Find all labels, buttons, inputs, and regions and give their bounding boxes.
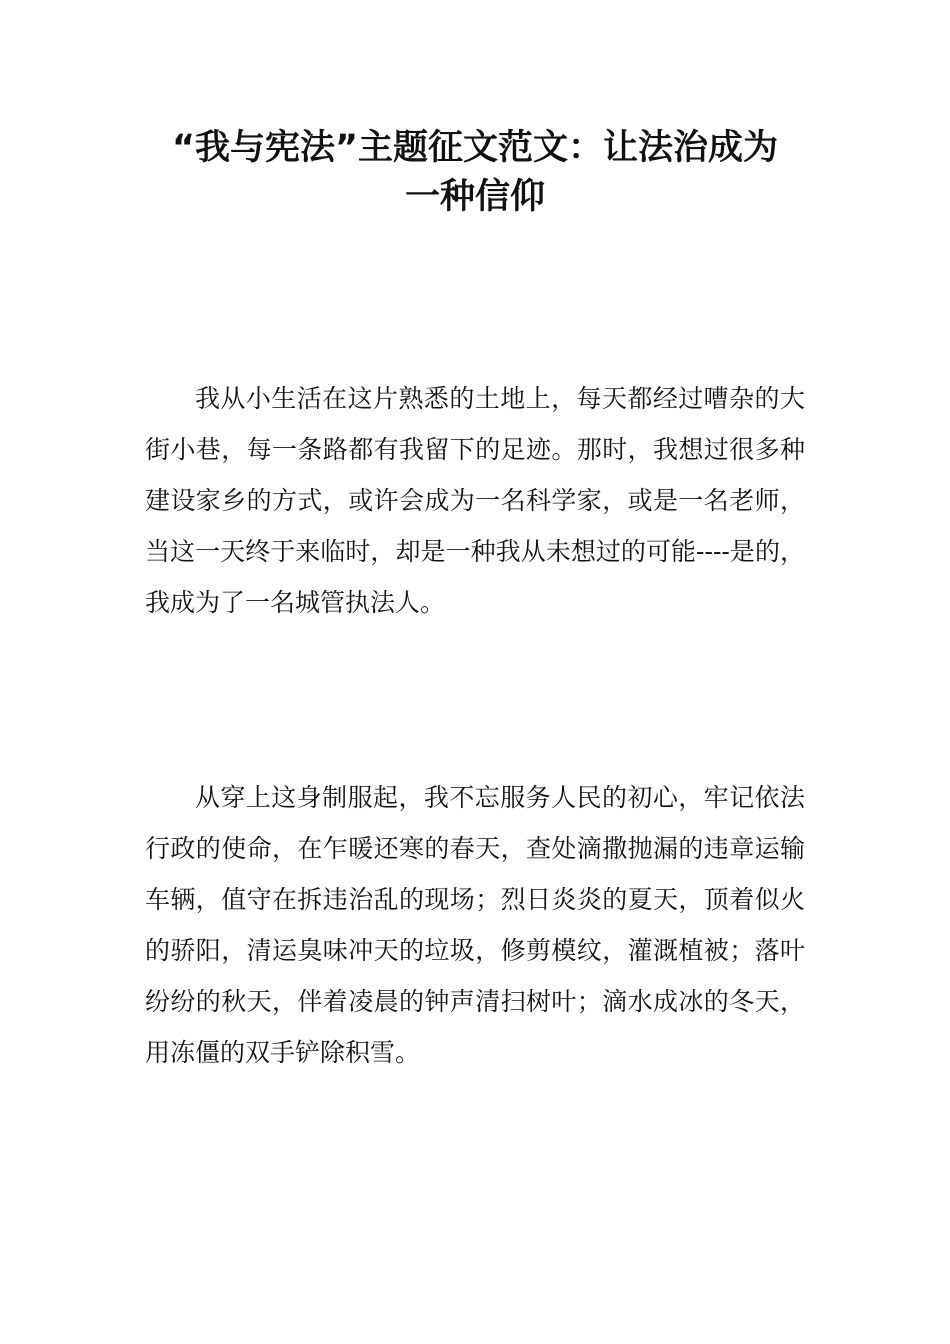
title-line-1: “我与宪法”主题征文范文：让法治成为 <box>171 128 778 168</box>
title-line-2: 一种信仰 <box>404 177 545 217</box>
document-title <box>145 124 805 222</box>
body-paragraph-1: 我从小生活在这片熟悉的土地上，每天都经过嘈杂的大街小巷，每一条路都有我留下的足迹。那时，我想过很多种建设家乡的方式，或许会成为一名科学家，或是一名老师，当这一天终于来临时，却是一种我从未想过的可能----是的，我成为了一名城管执法人。 <box>145 384 805 617</box>
body-paragraph-2: 从穿上这身制服起，我不忘服务人民的初心，牢记依法行政的使命，在乍暖还寒的春天，查处滴撒抛漏的违章运输车辆，值守在拆违治乱的现场；烈日炎炎的夏天，顶着似火的骄阳，清运臭味冲天的垃圾，修剪模纹，灌溉植被；落叶纷纷的秋天，伴着凌晨的钟声清扫树叶；滴水成冰的冬天，用冻僵的双手铲除积雪。 <box>145 783 805 1067</box>
